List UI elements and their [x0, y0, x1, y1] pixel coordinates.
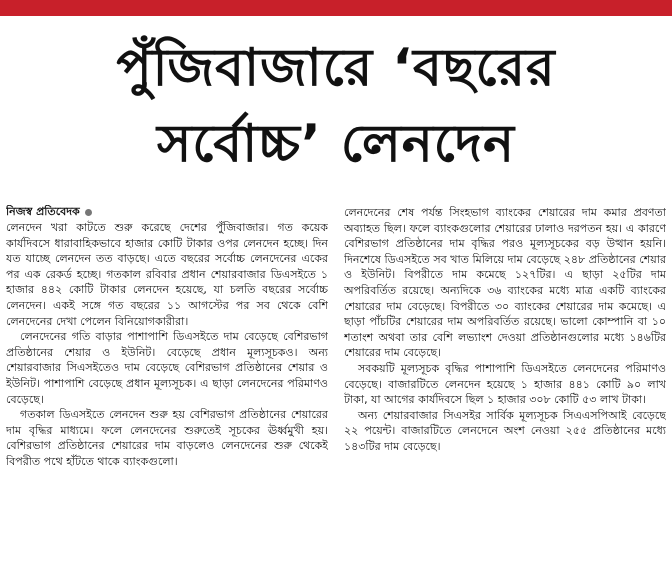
article-column-right: [344, 205, 666, 563]
paragraph: অন্য শেয়ারবাজার সিএসইর সার্বিক মূল্যসূচক সিএএসপিআই বেড়েছে ২২ পয়েন্ট। বাজারটিতে লেনদেনে অংশ নেওয়া ২৫৫ প্রতিষ্ঠানের মধ্যে ১৪৩টির দাম বেড়েছে।: [344, 408, 666, 453]
headline: [0, 30, 672, 182]
article-body: [6, 205, 666, 563]
byline-text: নিজস্ব প্রতিবেদক: [6, 205, 80, 218]
paragraph: গতকাল ডিএসইতে লেনদেন শুরু হয় বেশিরভাগ প্রতিষ্ঠানের শেয়ারের দাম বৃদ্ধির মাধ্যমে। ফলে লেনদেনের শুরুতেই সূচকের ঊর্ধ্বমুখী হয়। বেশিরভাগ প্রতিষ্ঠানের শেয়ারের দাম বাড়লেও লেনদেনের শুরু থেকেই বিপরীত পথে হাঁটতে থাকে ব্যাংকগুলো।: [6, 408, 328, 468]
headline-line-1: পুঁজিবাজারে ‘বছরের: [116, 38, 556, 98]
paragraph: লেনদেন খরা কাটতে শুরু করেছে দেশের পুঁজিবাজার। গত কয়েক কার্যদিবসে ধারাবাহিকভাবে হাজার কোটি টাকার ওপর লেনদেন হচ্ছে। দিন যত যাচ্ছে লেনদেন তত বাড়ছে। এতে বছরের সর্বোচ্চ লেনদেনের একের পর এক রেকর্ড হচ্ছে। গতকাল রবিবার প্রধান শেয়ারবাজার ডিএসইতে ১ হাজার ৪৪২ কোটি টাকার লেনদেন হয়েছে, যা চলতি বছরের সর্বোচ্চ লেনদেন। একই সঙ্গে গত বছরের ১১ আগস্টের পর সব থেকে বেশি লেনদেনের দেখা পেলেন বিনিয়োগকারীরা।: [6, 221, 328, 328]
bullet-icon: [85, 209, 92, 216]
paragraph: লেনদেনের গতি বাড়ার পাশাপাশি ডিএসইতে দাম বেড়েছে বেশিরভাগ প্রতিষ্ঠানের শেয়ার ও ইউনিট। বেড়েছে প্রধান মূল্যসূচকও। অন্য শেয়ারবাজার সিএসইতেও দাম বেড়েছে বেশিরভাগ প্রতিষ্ঠানের শেয়ার ও ইউনিট। পাশাপাশি বেড়েছে প্রধান মূল্যসূচক। এ ছাড়া লেনদেনের পরিমাণও বেড়েছে।: [6, 330, 328, 406]
byline: [6, 205, 328, 219]
top-color-bar: [0, 0, 672, 16]
headline-line-2: সর্বোচ্চ’ লেনদেন: [157, 114, 515, 174]
paragraph: লেনদেনের শেষ পর্যন্ত সিংহভাগ ব্যাংকের শেয়ারের দাম কমার প্রবণতা অব্যাহত ছিল। ফলে ব্যাংকগুলোর শেয়ারের ঢালাও দরপতন হয়। এ কারণে বেশিরভাগ প্রতিষ্ঠানের দাম বৃদ্ধির পরও মূল্যসূচকের বড় উত্থান হয়নি। দিনশেষে ডিএসইতে সব খাত মিলিয়ে দাম বেড়েছে ২৪৮ প্রতিষ্ঠানের শেয়ার ও ইউনিট। বিপরীতে দাম কমেছে ১২৭টির। এ ছাড়া ২৫টির দাম অপরিবর্তিত রয়েছে। অন্যদিকে ৩৬ ব্যাংকের মধ্যে মাত্র একটি ব্যাংকের শেয়ারের দাম বেড়েছে। বিপরীতে ৩০ ব্যাংকের শেয়ারের দাম কমেছে। এ ছাড়া পাঁচটির শেয়ারের দাম অপরিবর্তিত রয়েছে। ভালো কোম্পানি বা ১০ শতাংশ অথবা তার বেশি লভ্যাংশ দেওয়া প্রতিষ্ঠানগুলোর মধ্যে ১৪৬টির শেয়ারের দাম বেড়েছে।: [344, 206, 666, 360]
paragraph: সবকয়টি মূল্যসূচক বৃদ্ধির পাশাপাশি ডিএসইতে লেনদেনের পরিমাণও বেড়েছে। বাজারটিতে লেনদেন হয়েছে ১ হাজার ৪৪১ কোটি ৯০ লাখ টাকা, যা আগের কার্যদিবসে ছিল ১ হাজার ৩০৮ কোটি ৫৩ লাখ টাকা।: [344, 361, 666, 407]
article-column-left: [6, 205, 328, 563]
